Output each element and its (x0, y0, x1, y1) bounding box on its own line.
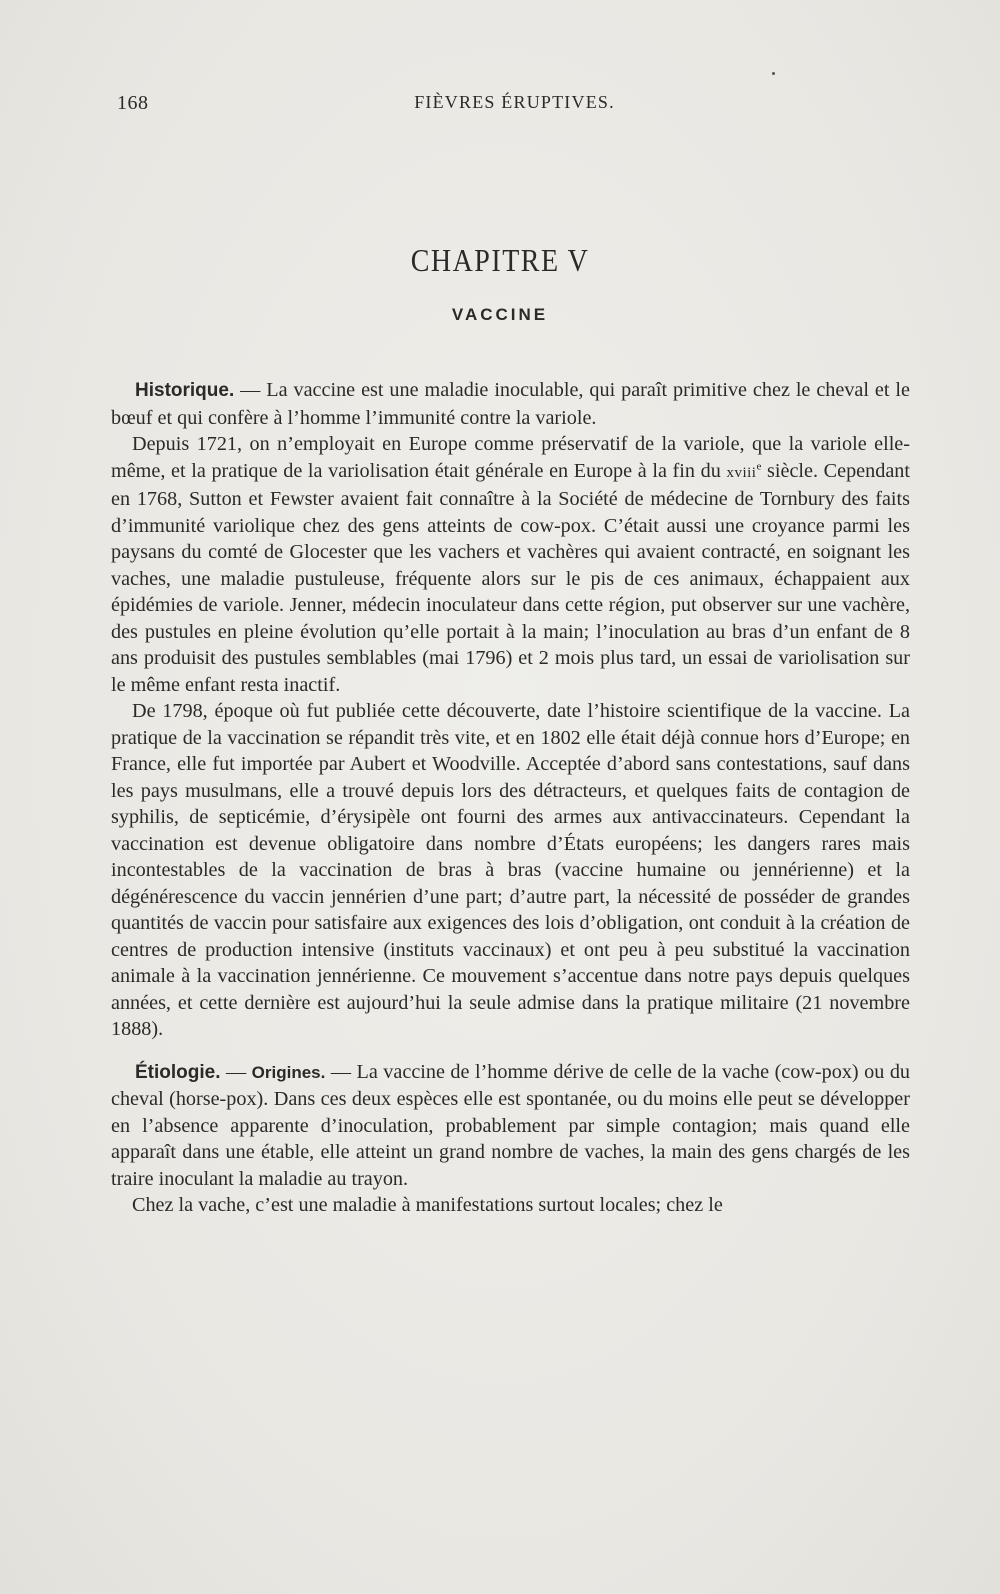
paragraph-de-1798 (111, 698, 910, 1043)
page-header (117, 92, 912, 116)
paragraph-chez-la-vache (111, 1192, 910, 1219)
chapter-subtitle: VACCINE (451, 305, 549, 324)
paragraph-text: siècle. Cependant en 1768, Sutton et Fewster avaient fait connaître à la Société de médecine de Tornbury des faits d’immunité variolique chez des gens atteints de cow-pox. C’était aussi une croyance parmi les paysans du comté de Glocester que les vachers et vachères qui avaient contracté, en soignant les vaches, une maladie pustuleuse, fréquente alors sur le pis de ces animaux, échappaient aux épidémies de variole. Jenner, médecin inoculateur dans cette région, put observer sur une vachère, des pustules en pleine évolution qu’elle portait à la main; l’inoculation au bras d’un enfant de 8 ans produisit des pustules semblables (mai 1796) et 2 mois plus tard, un essai de variolisation sur le même enfant resta inactif. (111, 459, 910, 696)
heading-separator: — (220, 1060, 252, 1083)
century-numeral: xviii (726, 464, 757, 481)
subsection-heading-origines: Origines. (251, 1062, 326, 1082)
chapter-title: CHAPITRE V (410, 244, 590, 279)
paragraph-text: Depuis 1721, on n’employait en Europe comme préservatif de la variole, que la variole elle-même, et la pratique de la variolisation était générale en Europe à la fin du (111, 433, 910, 482)
paragraph-etiologie (111, 1059, 910, 1193)
paragraph-text: De 1798, époque où fut publiée cette découverte, date l’histoire scientifique de la vaccine. La pratique de la vaccination se répandit très vite, et en 1802 elle était déjà connue hors d’Europe; en France, elle fut importée par Aubert et Woodville. Acceptée d’abord sans contestations, sauf dans les pays musulmans, elle a trouvé depuis lors des détracteurs, et quelques faits de contagion de syphilis, de septicémie, d’érysipèle ont fourni des armes aux antivaccinateurs. Cependant la vaccination est devenue obligatoire dans nombre d’États européens; les dangers rares mais incontestables de la vaccination de bras à bras (vaccine humaine ou jennérienne) et la dégénérescence du vaccin jennérien d’une part; d’autre part, la nécessité de posséder de grandes quantités de vaccin pour satisfaire aux exigences des lois d’obligation, ont conduit à la création de centres de production intensive (instituts vaccinaux) et ont peu à peu substitué la vaccination animale à la vaccination jennérienne. Ce mouvement s’accentue dans notre pays depuis quelques années, et cette dernière est aujourd’hui la seule admise dans la pratique militaire (21 novembre 1888). (111, 700, 910, 1040)
century-superscript: e (756, 459, 762, 472)
paragraph-text: — La vaccine de l’homme dérive de celle de la vache (cow-pox) ou du cheval (horse-pox). Dans ces deux espèces elle est spontanée, ou du moins elle peut se développer en l’absence apparente d’inoculation, probablement par simple contagion; mais quand elle apparaît dans une étable, elle atteint un grand nombre de vaches, la main des gens chargés de les traire inoculant la maladie au trayon. (111, 1060, 911, 1190)
paragraph-historique (111, 377, 910, 431)
section-heading-historique: Historique. (135, 380, 235, 401)
page-number: 168 (117, 92, 149, 114)
paper-speck (772, 72, 775, 75)
section-heading-etiologie: Étiologie. (135, 1061, 221, 1083)
running-head: FIÈVRES ÉRUPTIVES. (414, 92, 615, 112)
paragraph-depuis-1721 (111, 431, 910, 698)
body-text (111, 377, 910, 1219)
paragraph-text: Chez la vache, c’est une maladie à manifestations surtout locales; chez le (132, 1194, 723, 1216)
paragraph-text: — La vaccine est une maladie inoculable, qui paraît primitive chez le cheval et le bœuf et qui confère à l’homme l’immunité contre la variole. (111, 379, 910, 429)
